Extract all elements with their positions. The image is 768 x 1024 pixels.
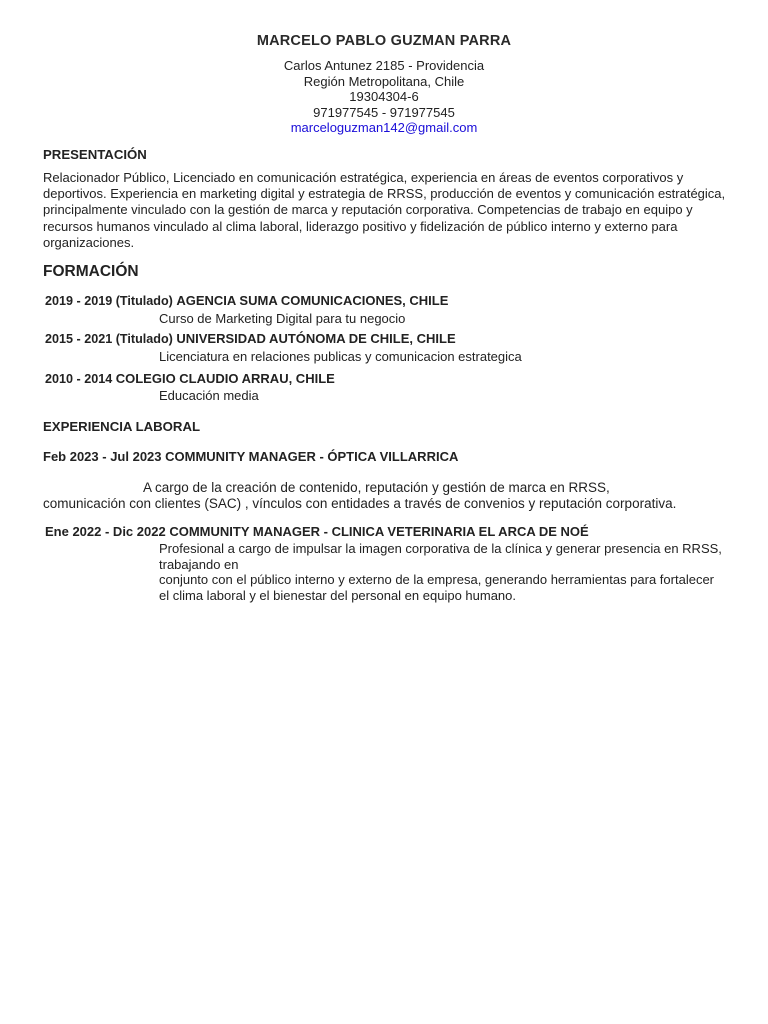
education-item-3-institution: COLEGIO CLAUDIO ARRAU, CHILE bbox=[115, 371, 335, 386]
education-item-2-institution: UNIVERSIDAD AUTÓNOMA DE CHILE, CHILE bbox=[176, 331, 456, 346]
contact-email-link[interactable]: marceloguzman142@gmail.com bbox=[290, 120, 478, 135]
candidate-name: MARCELO PABLO GUZMAN PARRA bbox=[256, 33, 512, 49]
education-item-1-period: 2019 - 2019 (Titulado) bbox=[45, 294, 173, 308]
contact-block bbox=[0, 58, 768, 136]
contact-address: Carlos Antunez 2185 - Providencia bbox=[283, 58, 485, 73]
experience-heading: EXPERIENCIA LABORAL bbox=[43, 419, 201, 434]
contact-region: Región Metropolitana, Chile bbox=[303, 73, 465, 89]
education-item-3-title bbox=[45, 371, 335, 386]
experience-item-2-title bbox=[45, 524, 589, 539]
experience-item-1-role: COMMUNITY MANAGER - ÓPTICA VILLARRICA bbox=[165, 449, 459, 464]
education-item-3-period: 2010 - 2014 bbox=[45, 372, 113, 386]
education-item-2-period: 2015 - 2021 (Titulado) bbox=[45, 332, 173, 346]
experience-item-2-period: Ene 2022 - Dic 2022 bbox=[45, 524, 166, 539]
experience-item-1-period: Feb 2023 - Jul 2023 bbox=[43, 449, 162, 464]
education-item-3-description: Educación media bbox=[159, 388, 259, 403]
education-item-2-title bbox=[45, 331, 456, 346]
experience-item-2-role: COMMUNITY MANAGER - CLINICA VETERINARIA EL ARCA DE NOÉ bbox=[169, 524, 589, 539]
education-item-2-description: Licenciatura en relaciones publicas y comunicacion estrategica bbox=[159, 349, 522, 364]
experience-item-1-title bbox=[43, 449, 458, 464]
presentation-text: Relacionador Público, Licenciado en comunicación estratégica, experiencia en áreas de eventos corporativos y deportivos. Experiencia en marketing digital y estrategia de RRSS, producción de eventos y comunicación estratégica, principalmente vinculado con la gestión de marca y reputación corporativa. Competencias de trabajo en equipo y recursos humanos vinculado al clima laboral, liderazgo positivo y fidelización de público interno y externo para organizaciones. bbox=[43, 170, 726, 250]
presentation-heading: PRESENTACIÓN bbox=[43, 147, 147, 162]
experience-item-1-description-line2: comunicación con clientes (SAC) , vínculos con entidades a través de convenios y reputación corporativa. bbox=[43, 496, 677, 511]
experience-item-1-description-line1: A cargo de la creación de contenido, reputación y gestión de marca en RRSS, bbox=[143, 480, 610, 495]
education-heading: FORMACIÓN bbox=[43, 263, 139, 280]
education-item-1-description: Curso de Marketing Digital para tu negocio bbox=[159, 311, 406, 326]
education-item-1-title bbox=[45, 293, 448, 308]
contact-phones: 971977545 - 971977545 bbox=[313, 104, 455, 120]
education-item-1-institution: AGENCIA SUMA COMUNICACIONES, CHILE bbox=[176, 293, 449, 308]
experience-item-2-description-line1: Profesional a cargo de impulsar la imagen corporativa de la clínica y generar presencia en RRSS, trabajando en bbox=[159, 541, 722, 572]
experience-item-2-description-line2: conjunto con el público interno y externo de la empresa, generando herramientas para fortalecer el clima laboral y el bienestar del personal en equipo humano. bbox=[159, 572, 715, 603]
contact-rut: 19304304-6 bbox=[349, 89, 419, 104]
